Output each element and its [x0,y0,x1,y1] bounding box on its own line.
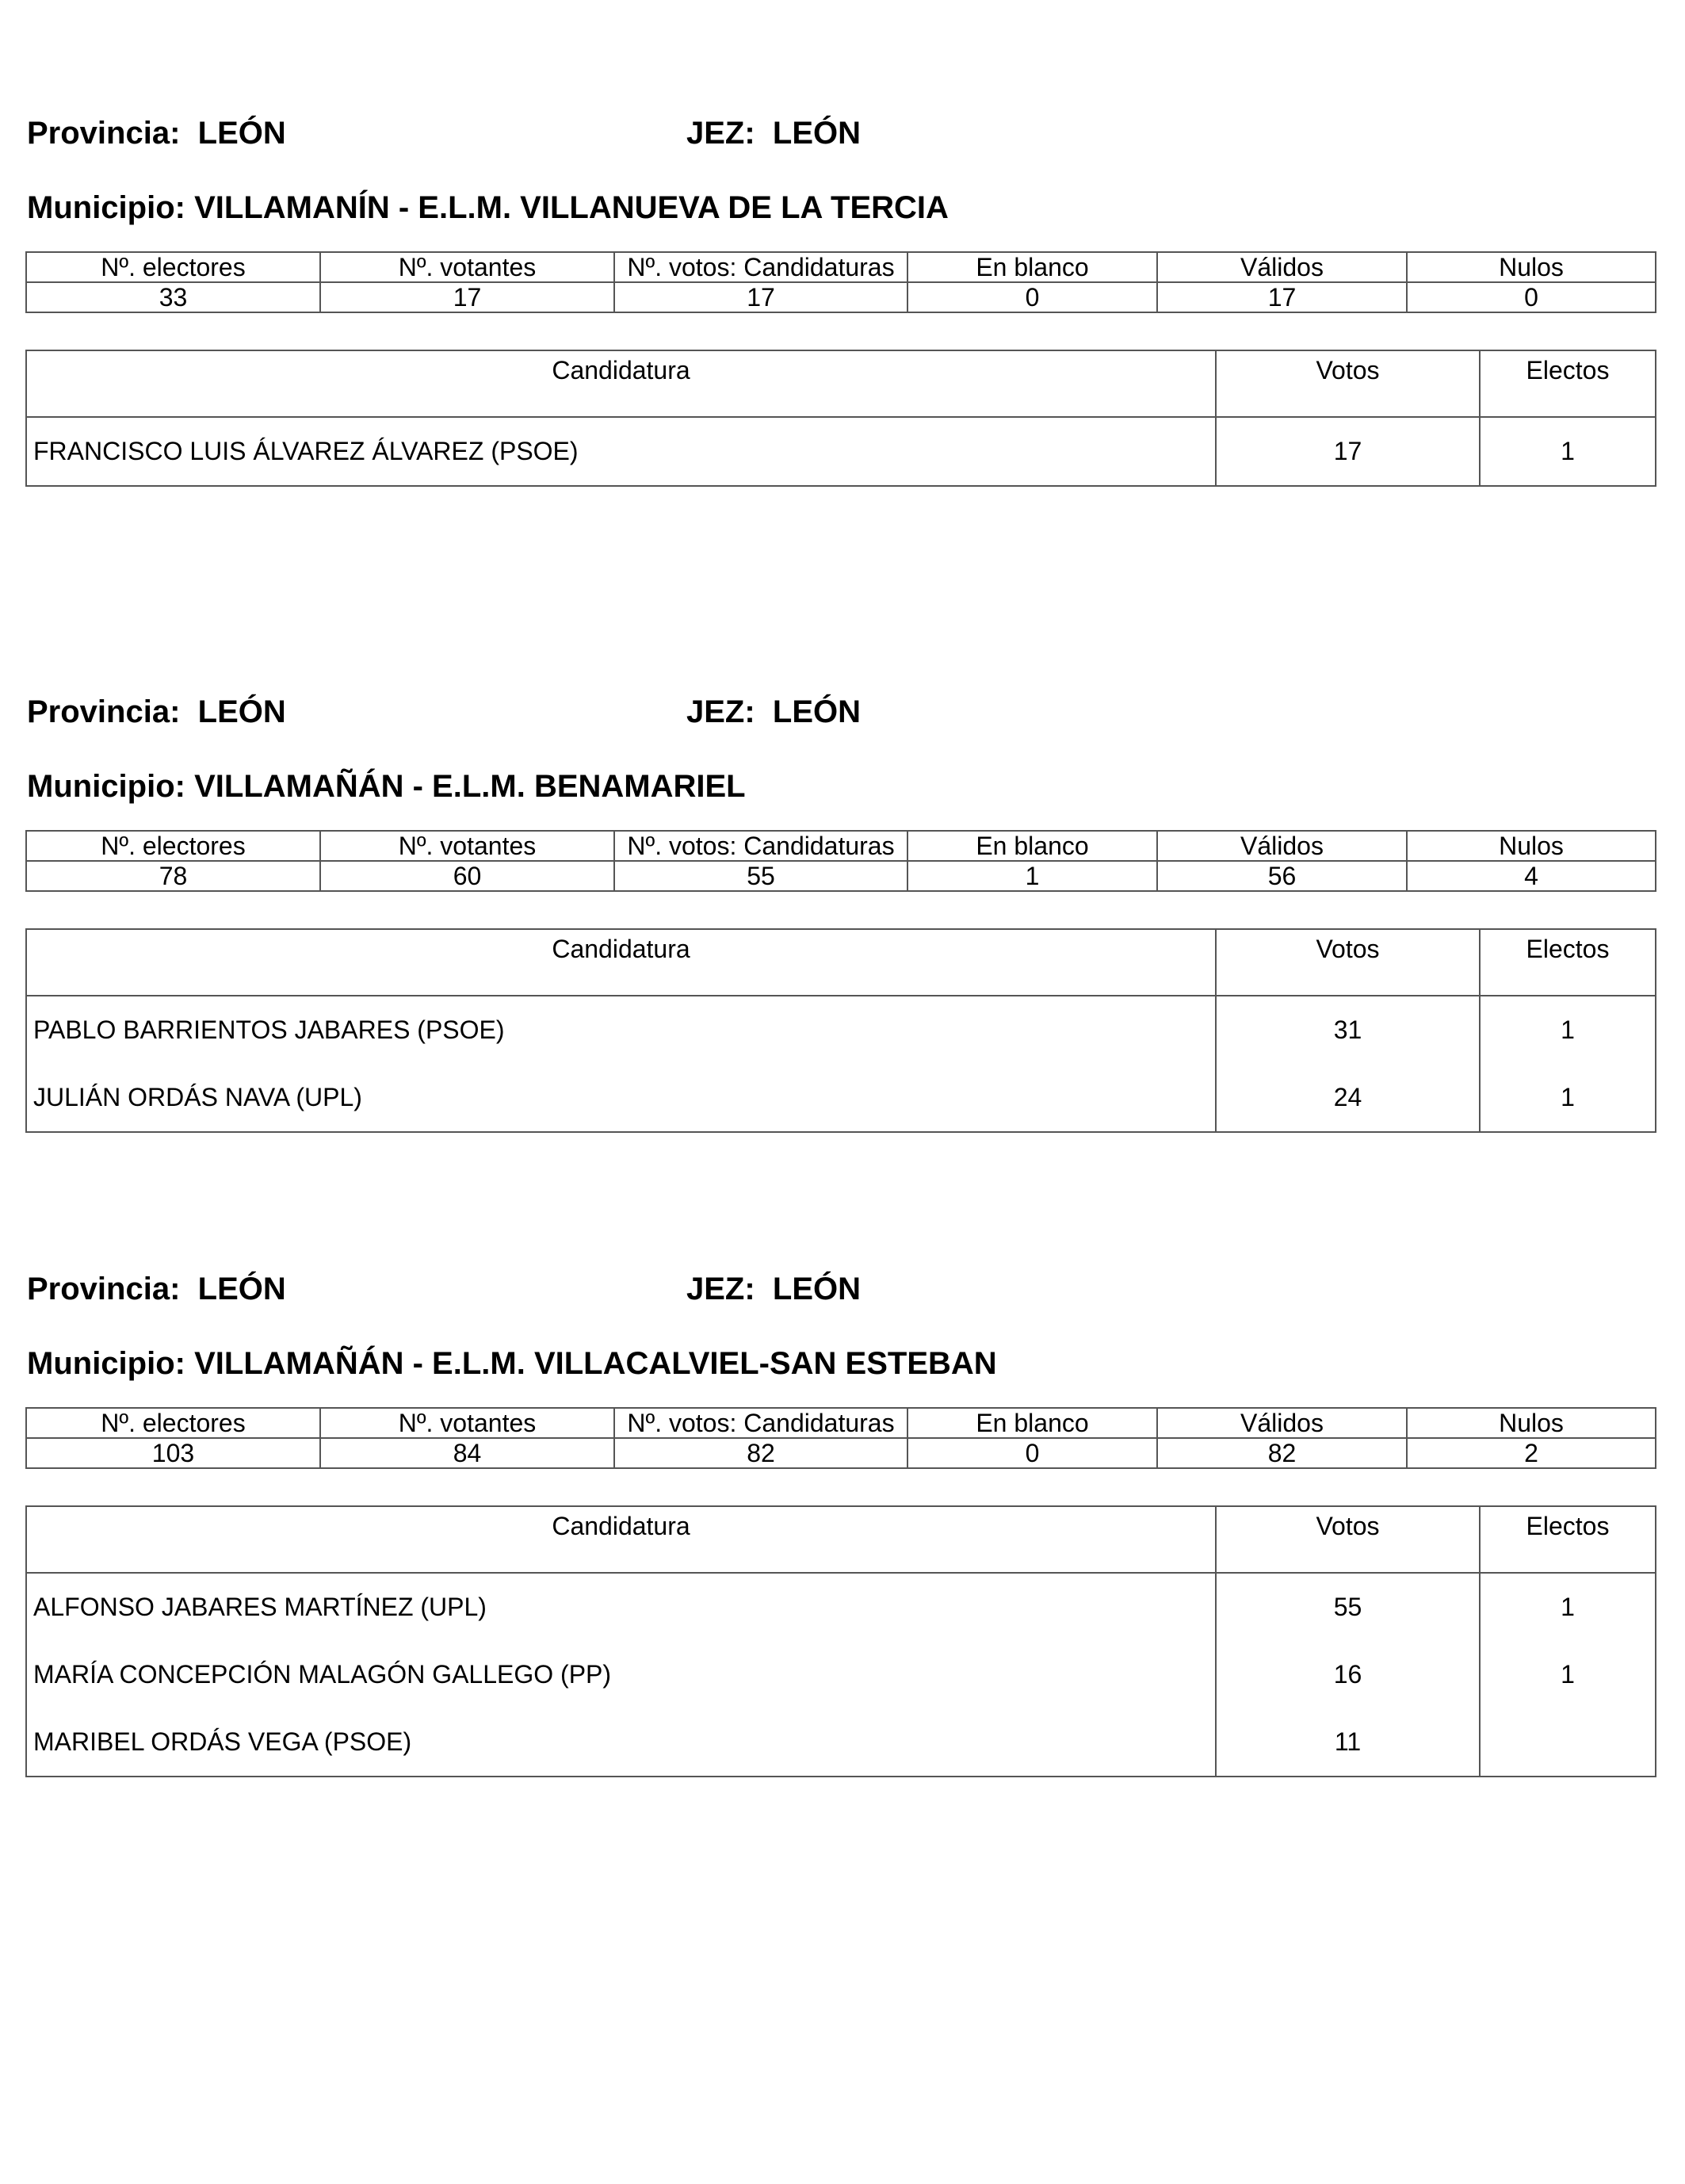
stats-header-cell: Válidos [1157,252,1407,282]
stats-value-cell: 2 [1407,1438,1656,1468]
stats-header-cell: Nº. votos: Candidaturas [614,831,907,861]
municipio-label: Municipio: [27,769,185,804]
provincia-value: LEÓN [197,116,286,151]
stats-value-cell: 56 [1157,861,1407,891]
section-header [25,116,1655,163]
jez [686,116,861,151]
stats-header-row [26,1408,1656,1438]
provincia [27,694,286,730]
municipio-value: VILLAMAÑÁN - E.L.M. VILLACALVIEL-SAN ESTEBAN [194,1346,997,1381]
provincia-label: Provincia: [27,694,181,729]
provincia-label: Provincia: [27,1272,181,1306]
jez-value: LEÓN [772,1272,862,1306]
stats-header-cell: Nº. votos: Candidaturas [614,1408,907,1438]
stats-header-cell: Nulos [1407,252,1656,282]
stats-value-cell: 17 [1157,282,1407,312]
stats-header-cell: Nº. votantes [320,252,614,282]
result-section-1 [25,116,1655,487]
votos-header: Votos [1216,1506,1480,1573]
candidate-row [26,1708,1656,1777]
result-section-2 [25,694,1655,1133]
candidate-electos: 1 [1480,1573,1656,1641]
stats-header-row [26,252,1656,282]
stats-header-cell: En blanco [907,252,1157,282]
stats-value-cell: 1 [907,861,1157,891]
candidate-name: FRANCISCO LUIS ÁLVAREZ ÁLVAREZ (PSOE) [26,417,1216,486]
candidate-votos: 16 [1216,1641,1480,1708]
provincia [27,1272,286,1307]
candidates-table [25,350,1656,487]
candidate-row [26,1641,1656,1708]
stats-value-cell: 4 [1407,861,1656,891]
candidate-name: MARÍA CONCEPCIÓN MALAGÓN GALLEGO (PP) [26,1641,1216,1708]
jez-label: JEZ: [686,1272,755,1306]
stats-value-row [26,861,1656,891]
stats-header-cell: En blanco [907,1408,1157,1438]
candidates-table [25,1505,1656,1777]
candidate-electos: 1 [1480,996,1656,1064]
stats-value-cell: 55 [614,861,907,891]
stats-header-cell: Nº. electores [26,252,320,282]
stats-header-cell: Nº. electores [26,1408,320,1438]
municipio [27,190,1655,226]
votos-header: Votos [1216,350,1480,417]
stats-value-cell: 84 [320,1438,614,1468]
result-section-3 [25,1272,1655,1777]
candidates-header-row [26,1506,1656,1573]
provincia-value: LEÓN [197,1272,286,1306]
stats-header-cell: Nº. electores [26,831,320,861]
candidatura-header: Candidatura [26,1506,1216,1573]
stats-header-cell: Nº. votantes [320,1408,614,1438]
candidate-electos: 1 [1480,417,1656,486]
provincia-label: Provincia: [27,116,181,151]
candidate-electos: 1 [1480,1641,1656,1708]
stats-table [25,1407,1656,1469]
stats-value-cell: 60 [320,861,614,891]
section-header [25,694,1655,742]
candidate-votos: 24 [1216,1064,1480,1132]
candidate-row [26,1064,1656,1132]
provincia [27,116,286,151]
stats-value-cell: 82 [1157,1438,1407,1468]
candidate-row [26,417,1656,486]
jez-label: JEZ: [686,116,755,151]
stats-table [25,251,1656,313]
candidate-electos [1480,1708,1656,1777]
stats-value-cell: 78 [26,861,320,891]
stats-table [25,830,1656,892]
candidate-votos: 55 [1216,1573,1480,1641]
jez-label: JEZ: [686,694,755,729]
stats-value-cell: 0 [1407,282,1656,312]
jez [686,1272,861,1307]
stats-header-cell: Válidos [1157,831,1407,861]
electos-header: Electos [1480,929,1656,996]
candidate-votos: 11 [1216,1708,1480,1777]
municipio-label: Municipio: [27,190,185,225]
stats-value-cell: 103 [26,1438,320,1468]
stats-header-cell: Nº. votos: Candidaturas [614,252,907,282]
candidate-row [26,1573,1656,1641]
candidate-name: MARIBEL ORDÁS VEGA (PSOE) [26,1708,1216,1777]
candidate-electos: 1 [1480,1064,1656,1132]
stats-header-cell: Nulos [1407,1408,1656,1438]
stats-header-cell: En blanco [907,831,1157,861]
candidatura-header: Candidatura [26,929,1216,996]
candidate-name: ALFONSO JABARES MARTÍNEZ (UPL) [26,1573,1216,1641]
stats-value-cell: 17 [320,282,614,312]
municipio [27,1346,1655,1382]
jez [686,694,861,730]
electos-header: Electos [1480,350,1656,417]
candidates-table [25,928,1656,1133]
stats-value-cell: 82 [614,1438,907,1468]
stats-value-cell: 0 [907,282,1157,312]
municipio [27,769,1655,805]
stats-value-cell: 17 [614,282,907,312]
votos-header: Votos [1216,929,1480,996]
municipio-label: Municipio: [27,1346,185,1381]
provincia-value: LEÓN [197,694,286,729]
jez-value: LEÓN [772,116,862,151]
candidate-name: PABLO BARRIENTOS JABARES (PSOE) [26,996,1216,1064]
section-header [25,1272,1655,1319]
stats-header-row [26,831,1656,861]
candidates-header-row [26,929,1656,996]
stats-value-cell: 33 [26,282,320,312]
stats-header-cell: Válidos [1157,1408,1407,1438]
stats-value-row [26,1438,1656,1468]
jez-value: LEÓN [772,694,862,729]
candidates-header-row [26,350,1656,417]
candidate-name: JULIÁN ORDÁS NAVA (UPL) [26,1064,1216,1132]
candidate-row [26,996,1656,1064]
municipio-value: VILLAMAÑÁN - E.L.M. BENAMARIEL [194,769,746,804]
municipio-value: VILLAMANÍN - E.L.M. VILLANUEVA DE LA TERCIA [194,190,949,225]
stats-value-row [26,282,1656,312]
stats-value-cell: 0 [907,1438,1157,1468]
stats-header-cell: Nulos [1407,831,1656,861]
candidatura-header: Candidatura [26,350,1216,417]
electos-header: Electos [1480,1506,1656,1573]
candidate-votos: 31 [1216,996,1480,1064]
stats-header-cell: Nº. votantes [320,831,614,861]
candidate-votos: 17 [1216,417,1480,486]
